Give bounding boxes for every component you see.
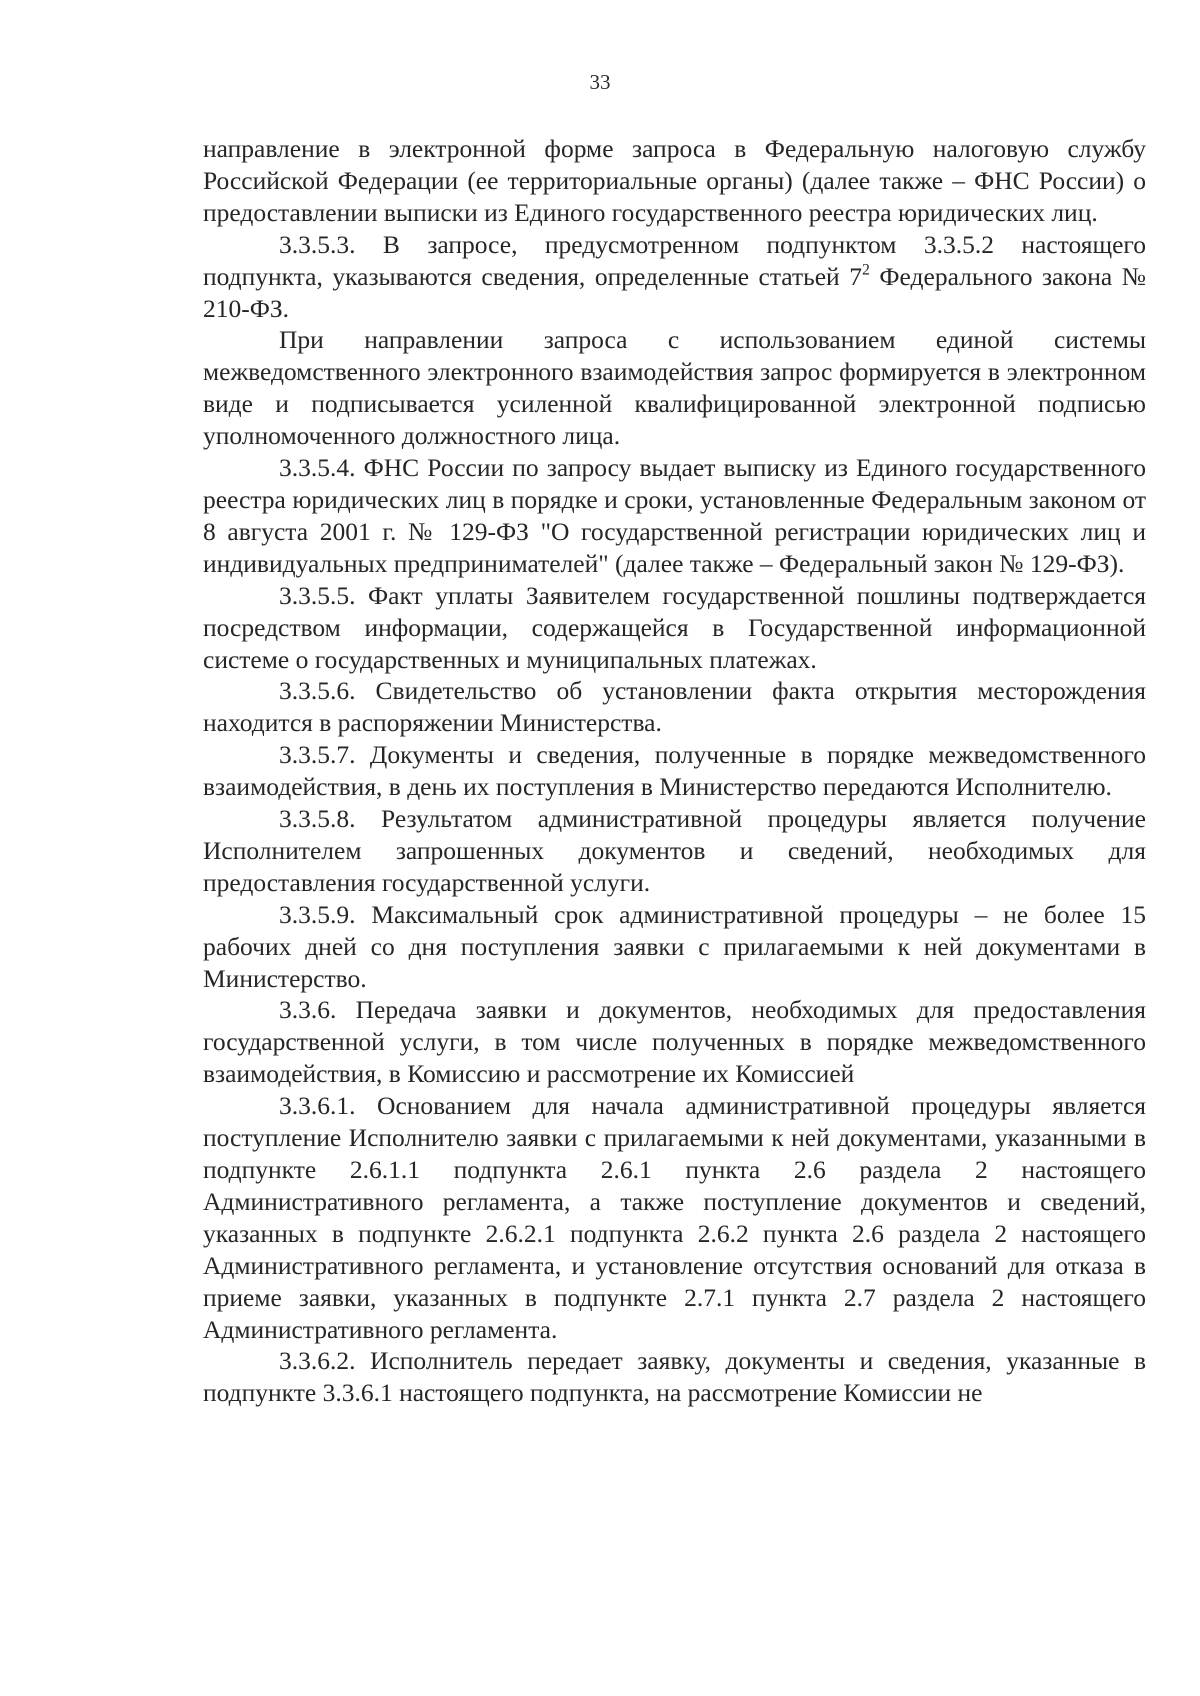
paragraph-fns-request: направление в электронной форме запроса в Федеральную налоговую службу Российской Федерации (ее территориальные органы) (далее также – ФНС России) о предоставлении выписки из Единого государственного реестра юридических лиц. — [203, 134, 1146, 227]
document-body — [203, 133, 1146, 1409]
paragraph-3-3-5-8: 3.3.5.8. Результатом административной процедуры является получение Исполнителем запрошенных документов и сведений, необходимых для предоставления государственной услуги. — [203, 804, 1146, 897]
paragraph-3-3-6-2: 3.3.6.2. Исполнитель передает заявку, документы и сведения, указанные в подпункте 3.3.6.1 настоящего подпункта, на рассмотрение Комиссии не — [203, 1346, 1146, 1408]
paragraph-3-3-5-7: 3.3.5.7. Документы и сведения, полученные в порядке межведомственного взаимодействия, в день их поступления в Министерство передаются Исполнителю. — [203, 740, 1146, 802]
paragraph-3-3-5-3 — [203, 229, 1146, 325]
paragraph-3-3-6-1: 3.3.6.1. Основанием для начала административной процедуры является поступление Исполнителю заявки с прилагаемыми к ней документами, указанными в подпункте 2.6.1.1 подпункта 2.6.1 пункта 2.6 раздела 2 настоящего Административного регламента, а также поступление документов и сведений, указанных в подпункте 2.6.2.1 подпункта 2.6.2 пункта 2.6 раздела 2 настоящего Административного регламента, и установление отсутствия оснований для отказа в приеме заявки, указанных в подпункте 2.7.1 пункта 2.7 раздела 2 настоящего Административного регламента. — [203, 1091, 1146, 1344]
paragraph-text: 3.3.5.3. В запросе, предусмотренном подпунктом 3.3.5.2 настоящего подпункта, указываются сведения, определенные статьей 7 — [203, 229, 1146, 291]
superscript: 2 — [861, 261, 870, 279]
paragraph-text: Федерального закона № 210-ФЗ. — [203, 261, 1146, 323]
paragraph-3-3-5-4: 3.3.5.4. ФНС России по запросу выдает выписку из Единого государственного реестра юридических лиц в порядке и сроки, установленные Федеральным законом от 8 августа 2001 г. № 129-ФЗ "О государственной регистрации юридических лиц и индивидуальных предпринимателей" (далее также – Федеральный закон № 129-ФЗ). — [203, 453, 1146, 578]
paragraph-electronic-request: При направлении запроса с использованием единой системы межведомственного электронного взаимодействия запрос формируется в электронном виде и подписывается усиленной квалифицированной электронной подписью уполномоченного должностного лица. — [203, 325, 1146, 451]
paragraph-3-3-5-5: 3.3.5.5. Факт уплаты Заявителем государственной пошлины подтверждается посредством информации, содержащейся в Государственной информационной системе о государственных и муниципальных платежах. — [203, 580, 1146, 674]
paragraph-3-3-5-6: 3.3.5.6. Свидетельство об установлении факта открытия месторождения находится в распоряжении Министерства. — [203, 676, 1146, 738]
paragraph-3-3-6: 3.3.6. Передача заявки и документов, необходимых для предоставления государственной услуги, в том числе полученных в порядке межведомственного взаимодействия, в Комиссию и рассмотрение их Комиссией — [203, 995, 1146, 1089]
paragraph-3-3-5-9: 3.3.5.9. Максимальный срок административной процедуры – не более 15 рабочих дней со дня поступления заявки с прилагаемыми к ней документами в Министерство. — [203, 899, 1146, 993]
page-number: 33 — [589, 70, 611, 94]
